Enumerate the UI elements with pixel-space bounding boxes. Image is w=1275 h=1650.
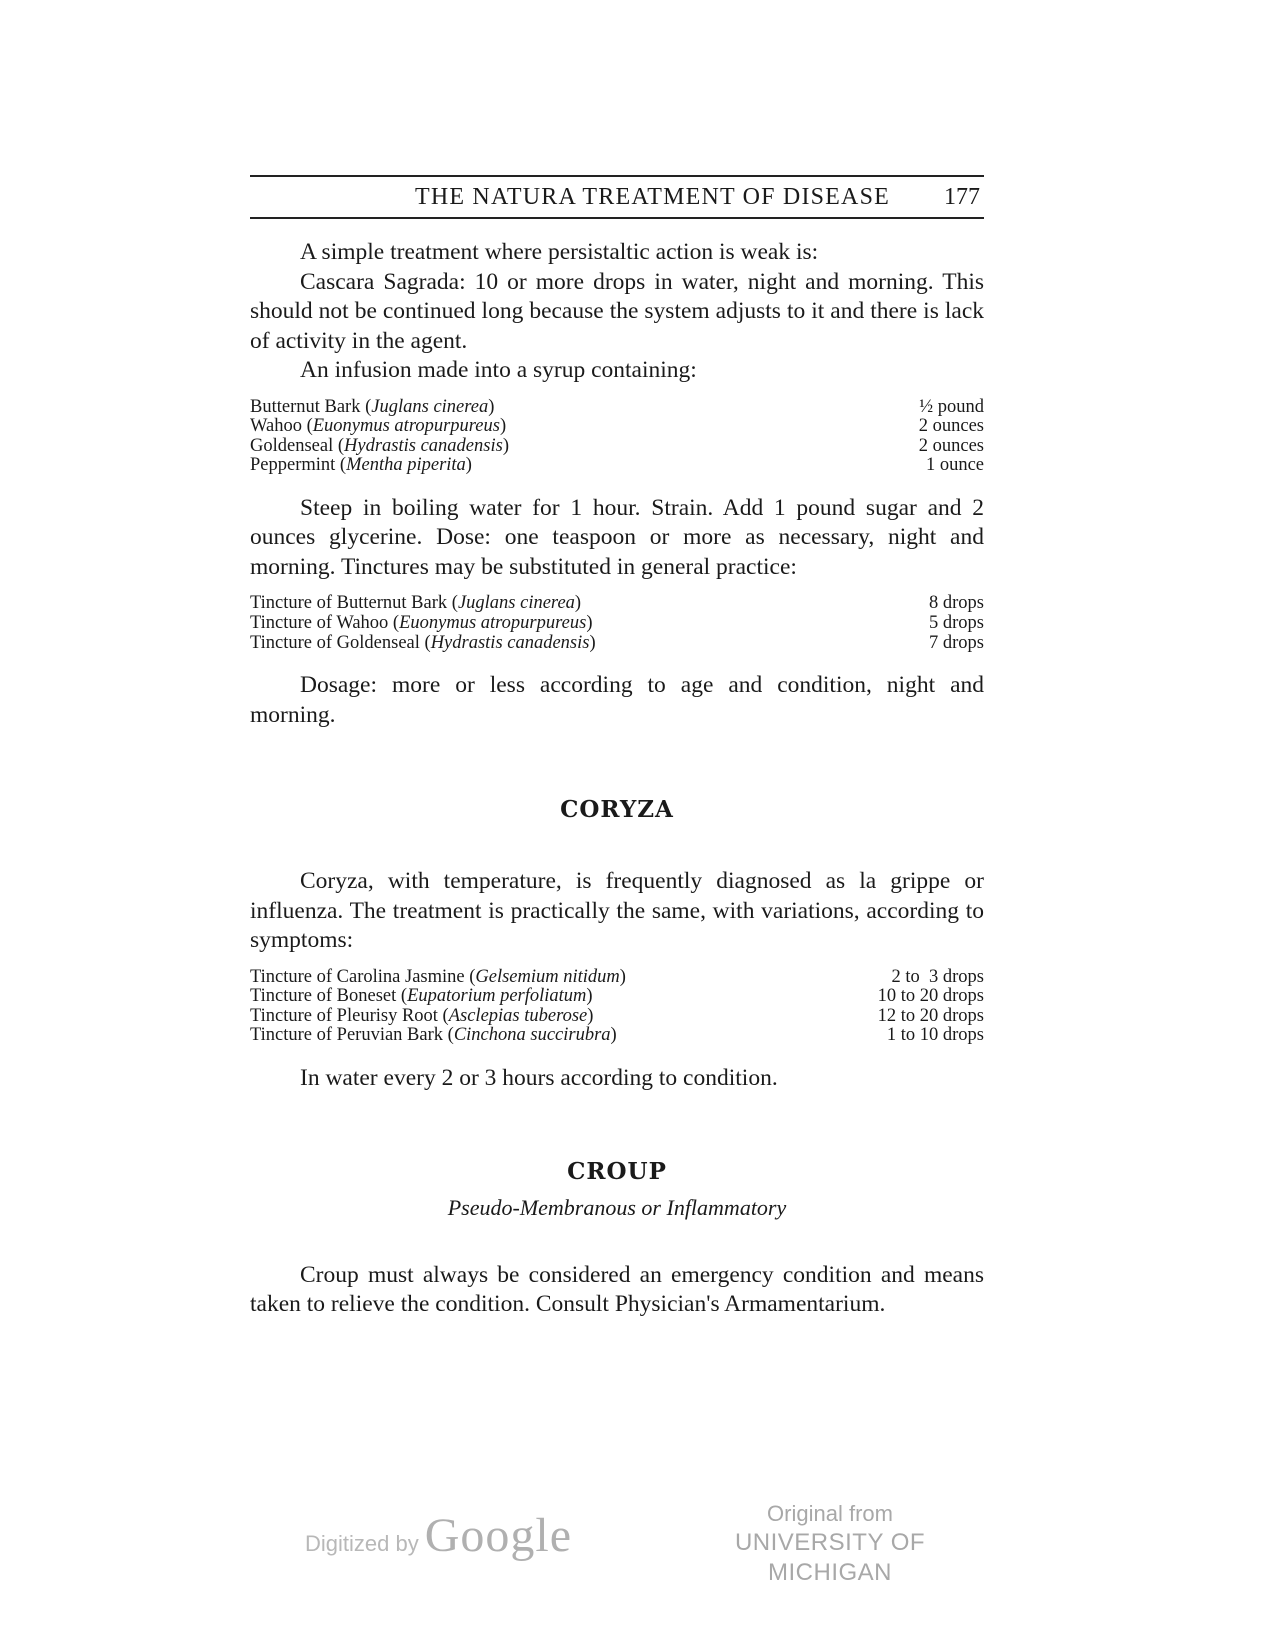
quantity: 10 to 20 drops — [877, 986, 984, 1007]
quantity: 2 to 3 drops — [886, 966, 984, 987]
quantity: 7 drops — [929, 632, 984, 653]
google-logo: Google — [424, 1509, 573, 1562]
intro-paragraph-2: Cascara Sagrada: 10 or more drops in water, night and morning. This should not be continued long because the system adjusts to it and there is lack of activity in the agent. — [250, 268, 984, 354]
university-label: UNIVERSITY OF MICHIGAN — [734, 1529, 926, 1586]
croup-paragraph: Croup must always be considered an emergency condition and means taken to relieve the condition. Consult Physician's Armamentarium. — [250, 1261, 984, 1318]
croup-subheading: Pseudo-Membranous or Inflammatory — [447, 1194, 787, 1220]
syrup-formula — [250, 398, 984, 476]
formula-row: Butternut Bark (Juglans cinerea) ½ pound — [250, 396, 984, 417]
formula-row: Peppermint (Mentha piperita) 1 ounce — [250, 455, 984, 476]
digitized-watermark — [305, 1508, 572, 1563]
quantity: ½ pound — [919, 396, 984, 417]
quantity: 12 to 20 drops — [877, 1005, 984, 1026]
tincture-formula — [250, 594, 984, 653]
coryza-heading: CORYZA — [560, 796, 674, 824]
digitized-label: Digitized by — [305, 1531, 419, 1556]
formula-row: Tincture of Pleurisy Root (Asclepias tuberose) 12 to 20 drops — [250, 1005, 984, 1026]
quantity: 8 drops — [929, 593, 984, 614]
quantity: 5 drops — [929, 612, 984, 633]
source-watermark — [690, 1500, 970, 1588]
quantity: 1 to 10 drops — [882, 1025, 984, 1046]
formula-row: Tincture of Wahoo (Euonymus atropurpureus) 5 drops — [250, 612, 984, 633]
page-number: 177 — [944, 183, 980, 210]
formula-row: Tincture of Butternut Bark (Juglans cinerea) 8 drops — [250, 593, 984, 614]
formula-row: Tincture of Boneset (Eupatorium perfoliatum) 10 to 20 drops — [250, 986, 984, 1007]
running-title: THE NATURA TREATMENT OF DISEASE — [414, 183, 890, 210]
formula-row: Tincture of Peruvian Bark (Cinchona succirubra) 1 to 10 drops — [250, 1025, 984, 1046]
page-body — [250, 238, 984, 1320]
intro-paragraph-1: A simple treatment where persistaltic action is weak is: — [300, 239, 819, 265]
intro-paragraph-3: An infusion made into a syrup containing: — [300, 357, 697, 383]
dosage-paragraph: Dosage: more or less according to age and condition, night and morning. — [250, 672, 984, 728]
coryza-formula — [250, 968, 984, 1046]
croup-heading: CROUP — [567, 1157, 667, 1185]
quantity: 1 ounce — [925, 455, 984, 476]
formula-row: Goldenseal (Hydrastis canadensis) 2 ounces — [250, 435, 984, 456]
coryza-instruction: In water every 2 or 3 hours according to condition. — [300, 1065, 778, 1092]
quantity: 2 ounces — [918, 416, 984, 437]
formula-row: Wahoo (Euonymus atropurpureus) 2 ounces — [250, 416, 984, 437]
coryza-paragraph: Coryza, with temperature, is frequently diagnosed as la grippe or influenza. The treatment is practically the same, with variations, according to symptoms: — [250, 868, 984, 954]
running-header — [250, 175, 984, 219]
steep-paragraph: Steep in boiling water for 1 hour. Strain. Add 1 pound sugar and 2 ounces glycerine. Dose: one teaspoon or more as necessary, night and morning. Tinctures may be substituted in general practice: — [250, 494, 984, 580]
formula-row: Tincture of Goldenseal (Hydrastis canadensis) 7 drops — [250, 632, 984, 653]
formula-row: Tincture of Carolina Jasmine (Gelsemium nitidum) 2 to 3 drops — [250, 966, 984, 987]
quantity: 2 ounces — [918, 435, 984, 456]
original-from-label: Original from — [767, 1501, 893, 1526]
